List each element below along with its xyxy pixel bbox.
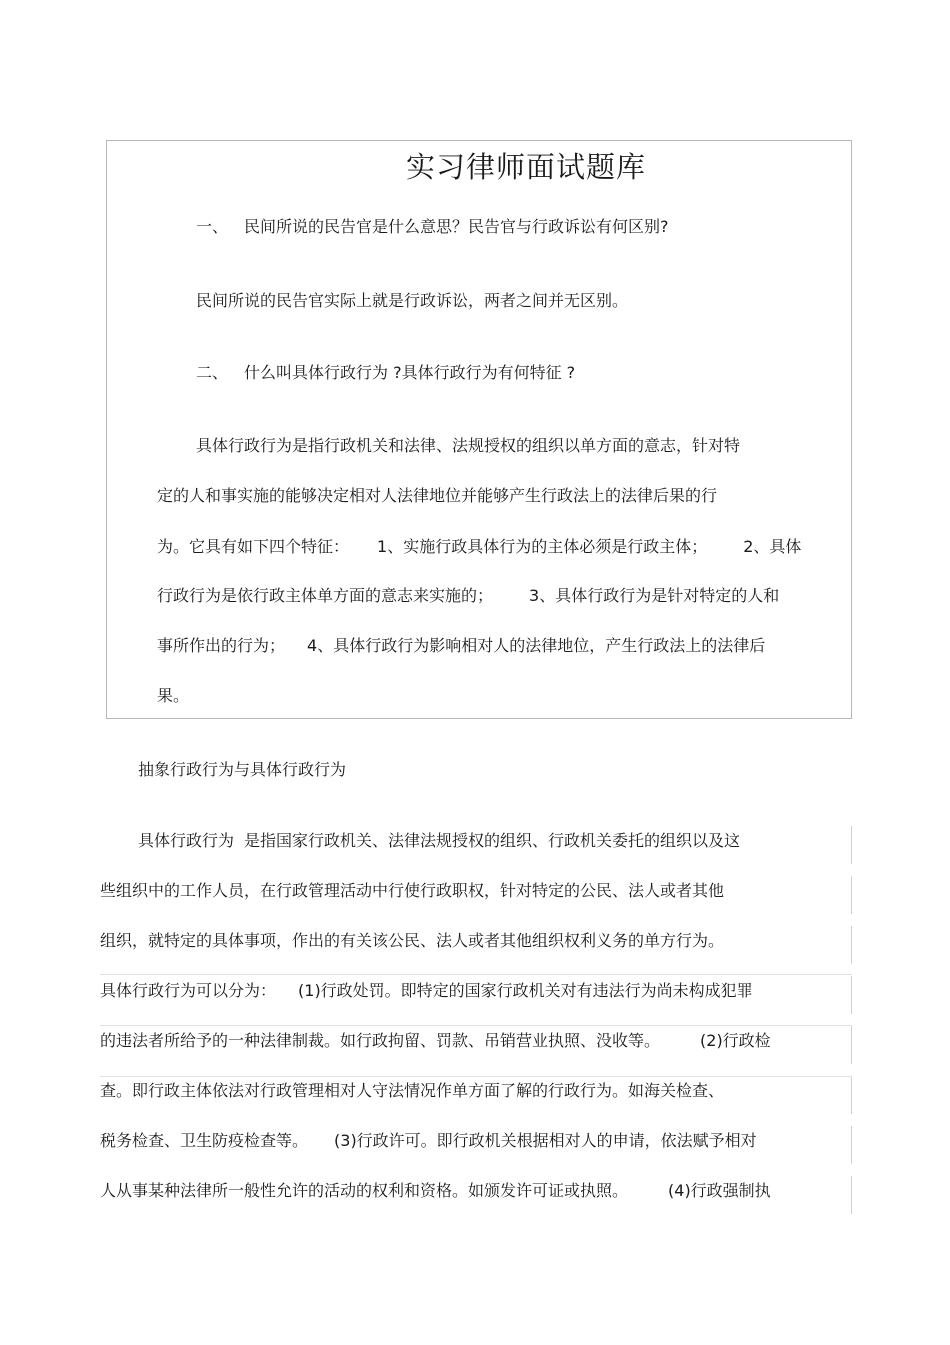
body-line	[100, 1130, 757, 1152]
table-edge	[851, 1126, 852, 1164]
body-line: 些组织中的工作人员，在行政管理活动中行使行政职权，针对特定的公民、法人或者其他	[100, 881, 725, 900]
body-line	[138, 830, 740, 852]
body-line	[100, 1030, 771, 1052]
question-1-text: 民间所说的民告官是什么意思？民告官与行政诉讼有何区别?	[244, 217, 669, 236]
body-segment: 人从事某种法律所一般性允许的活动的权利和资格。如颁发许可证或执照。	[100, 1181, 629, 1200]
table-edge	[851, 926, 852, 964]
answer-2-line: 定的人和事实施的能够决定相对人法律地位并能够产生行政法上的法律后果的行	[157, 486, 718, 505]
answer-1: 民间所说的民告官实际上就是行政诉讼，两者之间并无区别。	[196, 291, 629, 310]
answer-2-line: 果。	[157, 686, 190, 705]
question-1	[196, 216, 669, 238]
table-rule	[100, 1025, 852, 1026]
table-edge	[851, 876, 852, 914]
question-2	[196, 362, 575, 384]
question-1-number: 一、	[196, 217, 229, 236]
answer-2-line	[157, 536, 801, 558]
body-line: 查。即行政主体依法对行政管理相对人守法情况作单方面了解的行政行为。如海关检查、	[100, 1081, 725, 1100]
body-line	[100, 980, 753, 1002]
answer-2-line	[157, 585, 779, 607]
table-edge	[851, 1176, 852, 1214]
question-2-number: 二、	[196, 363, 229, 382]
body-line	[100, 1180, 771, 1202]
body-segment: (1)行政处罚。即特定的国家行政机关对有违法行为尚未构成犯罪	[298, 981, 753, 1000]
body-segment: 具体行政行为可以分为：	[100, 981, 277, 1000]
table-edge	[851, 1026, 852, 1064]
section-heading: 抽象行政行为与具体行政行为	[138, 760, 347, 779]
body-segment: 税务检查、卫生防疫检查等。	[100, 1131, 309, 1150]
table-edge	[851, 1076, 852, 1114]
body-segment: 是指国家行政机关、法律法规授权的组织、行政机关委托的组织以及这	[244, 831, 741, 850]
answer-2-line	[157, 635, 765, 657]
table-rule	[100, 1076, 852, 1077]
question-2-text: 什么叫具体行政行为 ?具体行政行为有何特征 ?	[244, 363, 576, 382]
answer-2-line: 具体行政行为是指行政机关和法律、法规授权的组织以单方面的意志，针对特	[196, 436, 741, 455]
page-title: 实习律师面试题库	[405, 150, 646, 184]
body-segment: (4)行政强制执	[668, 1181, 771, 1200]
table-edge	[851, 826, 852, 864]
answer-2-segment: 行政行为是依行政主体单方面的意志来实施的；	[157, 586, 494, 605]
answer-2-segment: 3、具体行政行为是针对特定的人和	[529, 586, 780, 605]
answer-2-segment: 2、具体	[743, 537, 802, 556]
table-rule	[100, 974, 852, 975]
body-segment: 具体行政行为	[138, 831, 235, 850]
body-segment: 的违法者所给予的一种法律制裁。如行政拘留、罚款、吊销营业执照、没收等。	[100, 1031, 661, 1050]
answer-2-segment: 事所作出的行为；	[157, 636, 286, 655]
body-segment: (2)行政检	[700, 1031, 771, 1050]
body-segment: (3)行政许可。即行政机关根据相对人的申请，依法赋予相对	[334, 1131, 757, 1150]
table-edge	[851, 976, 852, 1014]
answer-2-segment: 1、实施行政具体行为的主体必须是行政主体；	[377, 537, 708, 556]
answer-2-segment: 为。它具有如下四个特征：	[157, 537, 350, 556]
answer-2-segment: 4、具体行政行为影响相对人的法律地位，产生行政法上的法律后	[307, 636, 766, 655]
body-line: 组织，就特定的具体事项，作出的有关该公民、法人或者其他组织权利义务的单方行为。	[100, 931, 725, 950]
